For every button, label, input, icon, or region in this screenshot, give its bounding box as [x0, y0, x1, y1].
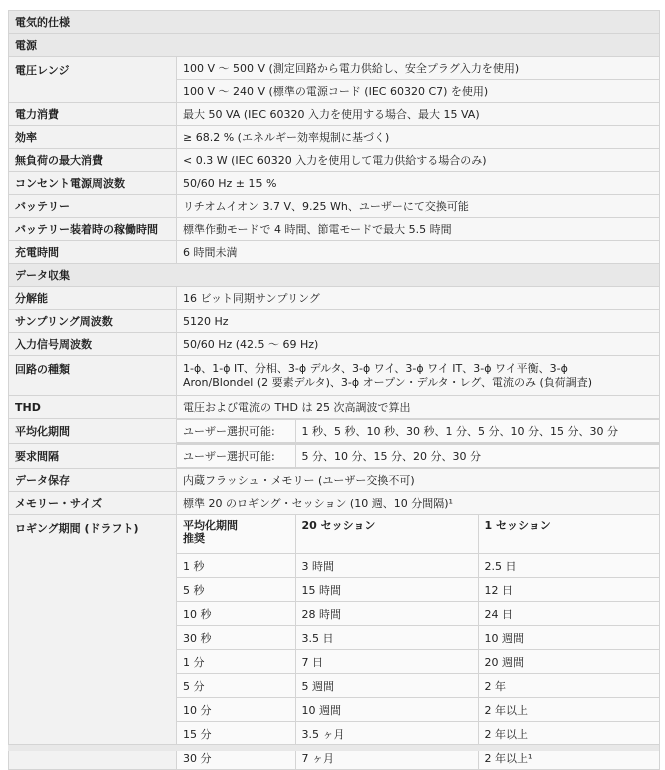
memory-label: メモリー・サイズ	[9, 492, 177, 515]
voltage-value-2: 100 V ～ 240 V (標準の電源コード (IEC 60320 C7) を使用)	[177, 80, 660, 103]
demand-label: 要求間隔	[9, 444, 177, 469]
logging-cell: 3 時間	[295, 554, 478, 578]
logging-cell: 1 分	[177, 650, 295, 674]
runtime-label: バッテリー装着時の稼働時間	[9, 218, 177, 241]
logging-cell: 15 時間	[295, 578, 478, 602]
logging-row	[177, 722, 659, 746]
logging-cell: 30 分	[177, 746, 295, 770]
logging-cell: 10 分	[177, 698, 295, 722]
resolution-value: 16 ビット同期サンプリング	[177, 287, 660, 310]
logging-cell: 10 週間	[295, 698, 478, 722]
logging-cell: 10 週間	[478, 626, 659, 650]
avg-key: ユーザー選択可能:	[177, 420, 295, 443]
circuit-value-line-1: 1-ϕ、1-ϕ IT、分相、3-ϕ デルタ、3-ϕ ワイ、3-ϕ ワイ IT、3-ϕ ワイ平衡、3-ϕ	[183, 361, 568, 375]
logging-row	[177, 626, 659, 650]
section-acquisition: データ収集	[9, 264, 660, 287]
outlet-label: コンセント電源周波数	[9, 172, 177, 195]
input-label: 入力信号周波数	[9, 333, 177, 356]
logging-row	[177, 578, 659, 602]
logging-cell: 3.5 日	[295, 626, 478, 650]
logging-header-cell: 1 セッション	[478, 515, 659, 554]
logging-row	[177, 674, 659, 698]
logging-cell: 30 秒	[177, 626, 295, 650]
voltage-value-1: 100 V ～ 500 V (測定回路から電力供給し、安全プラグ入力を使用)	[177, 57, 660, 80]
consumption-label: 電力消費	[9, 103, 177, 126]
logging-table	[177, 515, 659, 769]
logging-cell: 28 時間	[295, 602, 478, 626]
input-value: 50/60 Hz (42.5 ～ 69 Hz)	[177, 333, 660, 356]
battery-value: リチオムイオン 3.7 V、9.25 Wh、ユーザーにて交換可能	[177, 195, 660, 218]
logging-cell: 2 年以上¹	[478, 746, 659, 770]
consumption-value: 最大 50 VA (IEC 60320 入力を使用する場合、最大 15 VA)	[177, 103, 660, 126]
outlet-value: 50/60 Hz ± 15 %	[177, 172, 660, 195]
logging-cell: 2 年	[478, 674, 659, 698]
thd-value: 電圧および電流の THD は 25 次高調波で算出	[177, 396, 660, 419]
logging-cell: 1 秒	[177, 554, 295, 578]
efficiency-label: 効率	[9, 126, 177, 149]
logging-cell: 7 日	[295, 650, 478, 674]
noload-value: < 0.3 W (IEC 60320 入力を使用して電力供給する場合のみ)	[177, 149, 660, 172]
storage-label: データ保存	[9, 469, 177, 492]
sampling-value: 5120 Hz	[177, 310, 660, 333]
demand-subtable	[177, 444, 659, 468]
logging-cell: 7 ヶ月	[295, 746, 478, 770]
logging-cell: 5 秒	[177, 578, 295, 602]
spec-table	[8, 10, 660, 770]
battery-label: バッテリー	[9, 195, 177, 218]
memory-value: 標準 20 のロギング・セッション (10 週、10 分間隔)¹	[177, 492, 660, 515]
efficiency-value: ≥ 68.2 % (エネルギー効率規制に基づく)	[177, 126, 660, 149]
demand-key: ユーザー選択可能:	[177, 445, 295, 468]
logging-cell: 3.5 ヶ月	[295, 722, 478, 746]
resolution-label: 分解能	[9, 287, 177, 310]
logging-cell: 2 年以上	[478, 698, 659, 722]
logging-header-cell: 20 セッション	[295, 515, 478, 554]
charge-value: 6 時間未満	[177, 241, 660, 264]
logging-cell: 20 週間	[478, 650, 659, 674]
logging-cell: 12 日	[478, 578, 659, 602]
logging-cell: 15 分	[177, 722, 295, 746]
logging-row	[177, 698, 659, 722]
logging-label: ロギング期間 (ドラフト)	[9, 515, 177, 770]
logging-header-row	[177, 515, 659, 554]
logging-row	[177, 650, 659, 674]
logging-cell: 10 秒	[177, 602, 295, 626]
avg-label: 平均化期間	[9, 419, 177, 444]
charge-label: 充電時間	[9, 241, 177, 264]
spec-sheet	[8, 10, 659, 770]
avg-subtable	[177, 419, 659, 443]
runtime-value: 標準作動モードで 4 時間、節電モードで最大 5.5 時間	[177, 218, 660, 241]
avg-value: 1 秒、5 秒、10 秒、30 秒、1 分、5 分、10 分、15 分、30 分	[295, 420, 659, 443]
logging-row	[177, 602, 659, 626]
noload-label: 無負荷の最大消費	[9, 149, 177, 172]
section-title: 電気的仕様	[9, 11, 660, 34]
storage-value: 内蔵フラッシュ・メモリー (ユーザー交換不可)	[177, 469, 660, 492]
circuit-label: 回路の種類	[9, 356, 177, 396]
voltage-label: 電圧レンジ	[9, 57, 177, 103]
circuit-value	[177, 356, 660, 396]
logging-cell: 24 日	[478, 602, 659, 626]
logging-cell: 2 年以上	[478, 722, 659, 746]
logging-row	[177, 554, 659, 578]
sampling-label: サンプリング周波数	[9, 310, 177, 333]
logging-cell: 5 分	[177, 674, 295, 698]
section-power: 電源	[9, 34, 660, 57]
demand-value: 5 分、10 分、15 分、20 分、30 分	[295, 445, 659, 468]
thd-label: THD	[9, 396, 177, 419]
logging-header-cell: 平均化期間 推奨	[177, 515, 295, 554]
logging-cell: 2.5 日	[478, 554, 659, 578]
circuit-value-line-2: Aron/Blondel (2 要素デルタ)、3-ϕ オープン・デルタ・レグ、電流のみ (負荷調査)	[183, 375, 593, 389]
logging-cell: 5 週間	[295, 674, 478, 698]
